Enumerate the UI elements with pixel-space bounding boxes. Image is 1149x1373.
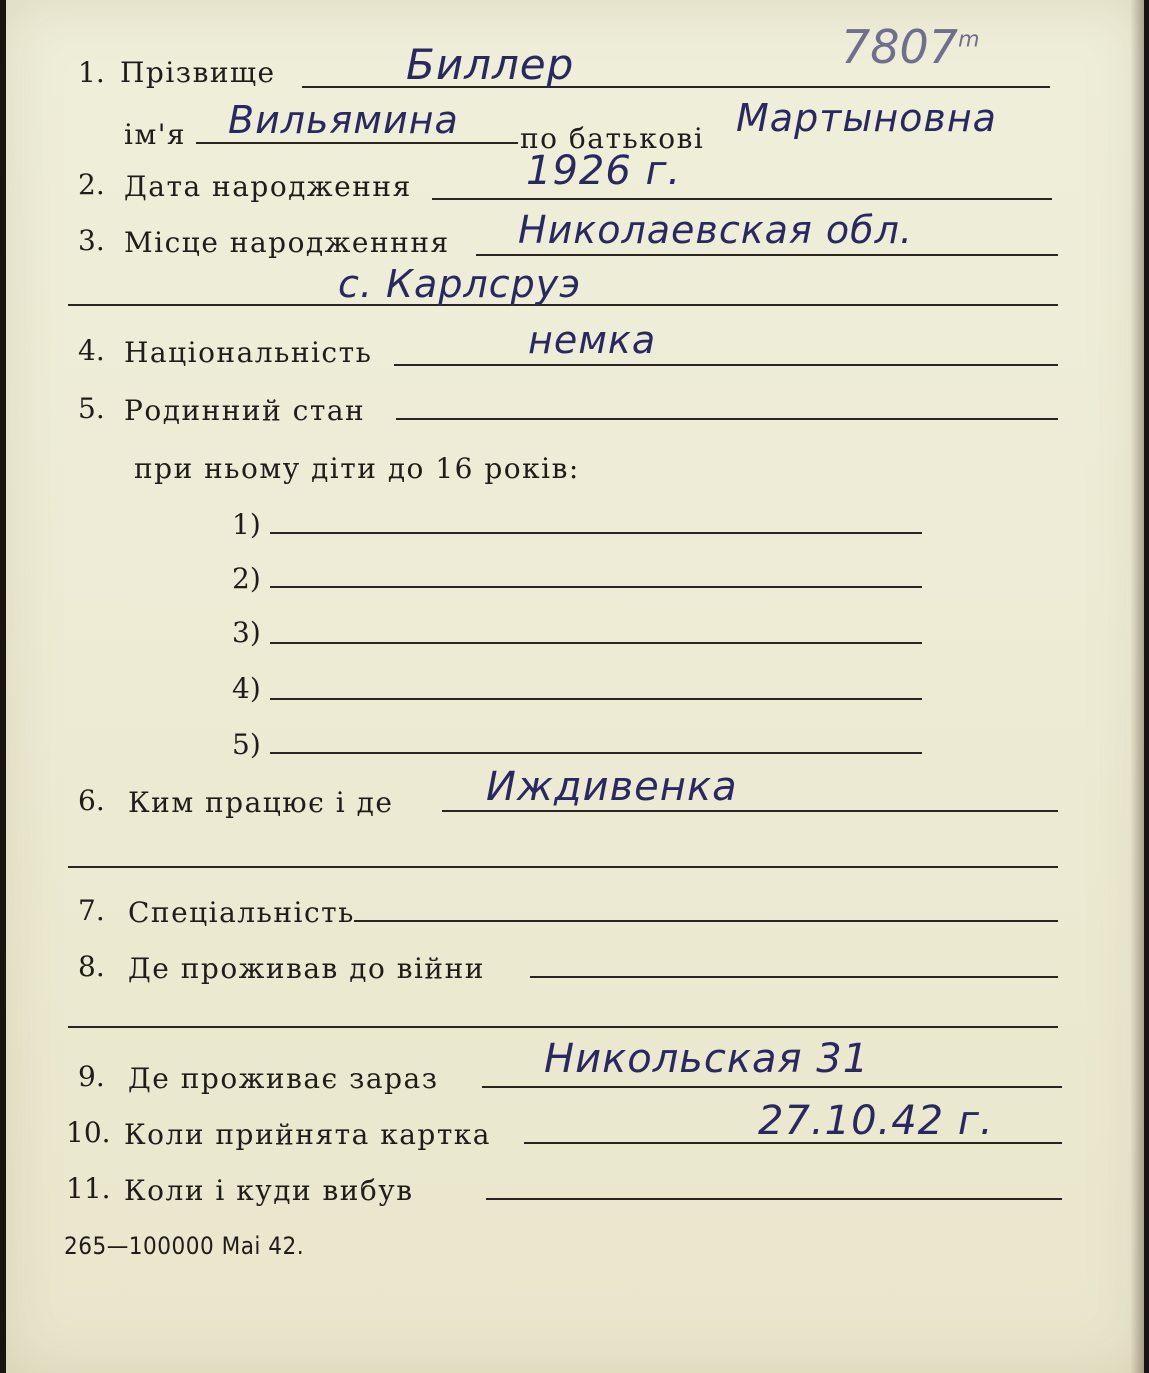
name-line <box>196 142 518 144</box>
field-6-number: 6. <box>78 784 105 817</box>
nationality-line <box>394 364 1058 366</box>
occupation-label: Ким працює і де <box>128 786 394 819</box>
birth-place-value[interactable]: Николаевская обл. <box>518 208 913 252</box>
nationality-value[interactable]: немка <box>528 318 657 362</box>
children-label: при ньому діти до 16 років: <box>134 452 580 485</box>
birth-place-label: Місце народженння <box>124 226 450 259</box>
name-value[interactable]: Вильямина <box>228 98 459 142</box>
patronymic-value[interactable]: Мартыновна <box>736 96 997 140</box>
child-2-line[interactable] <box>270 586 922 588</box>
surname-value[interactable]: Биллер <box>406 40 575 89</box>
child-1-line[interactable] <box>270 532 922 534</box>
departed-line <box>486 1198 1062 1200</box>
specialty-line <box>354 920 1058 922</box>
field-7-number: 7. <box>78 894 105 927</box>
prewar-residence-line-2 <box>68 1026 1058 1028</box>
birth-place-value-2[interactable]: с. Карлсруэ <box>338 262 582 306</box>
occupation-line-2 <box>68 866 1058 868</box>
field-5-number: 5. <box>78 392 105 425</box>
field-3-number: 3. <box>78 224 105 257</box>
child-3-line[interactable] <box>270 642 922 644</box>
current-residence-line <box>482 1086 1062 1088</box>
field-1-number: 1. <box>78 56 105 89</box>
current-residence-value[interactable]: Никольская 31 <box>544 1036 870 1082</box>
card-accepted-value[interactable]: 27.10.42 г. <box>758 1098 994 1144</box>
field-10-number: 10. <box>66 1116 111 1149</box>
registration-card <box>6 0 1144 1373</box>
birth-date-value[interactable]: 1926 г. <box>526 148 682 194</box>
field-2-number: 2. <box>78 168 105 201</box>
child-2-number: 2) <box>232 562 261 595</box>
birth-date-label: Дата народження <box>124 170 412 203</box>
child-4-line[interactable] <box>270 698 922 700</box>
name-label: ім'я <box>124 118 187 151</box>
prewar-residence-label: Де проживав до війни <box>128 952 485 985</box>
child-4-number: 4) <box>232 672 261 705</box>
family-status-line <box>396 418 1058 420</box>
field-8-number: 8. <box>78 950 105 983</box>
current-residence-label: Де проживає зараз <box>128 1062 439 1095</box>
nationality-label: Національність <box>124 336 373 369</box>
occupation-line <box>442 810 1058 812</box>
specialty-label: Спеціальність <box>128 896 355 929</box>
child-5-number: 5) <box>232 728 261 761</box>
surname-label: Прізвище <box>120 56 276 89</box>
archive-number-suffix: m <box>958 27 980 53</box>
print-code: 265—100000 Mai 42. <box>64 1232 305 1260</box>
prewar-residence-line <box>530 976 1058 978</box>
child-1-number: 1) <box>232 508 261 541</box>
archive-number-value: 7807 <box>841 20 959 74</box>
card-accepted-label: Коли прийнята картка <box>124 1118 491 1151</box>
family-status-label: Родинний стан <box>124 394 366 427</box>
birth-place-line <box>476 254 1058 256</box>
child-5-line[interactable] <box>270 752 922 754</box>
archive-number <box>841 20 980 74</box>
patronymic-label: по батькові <box>520 122 705 155</box>
occupation-value[interactable]: Иждивенка <box>486 764 738 810</box>
field-4-number: 4. <box>78 334 105 367</box>
departed-label: Коли і куди вибув <box>124 1174 414 1207</box>
birth-date-line <box>432 198 1052 200</box>
field-11-number: 11. <box>66 1172 111 1205</box>
field-9-number: 9. <box>78 1060 105 1093</box>
child-3-number: 3) <box>232 616 261 649</box>
